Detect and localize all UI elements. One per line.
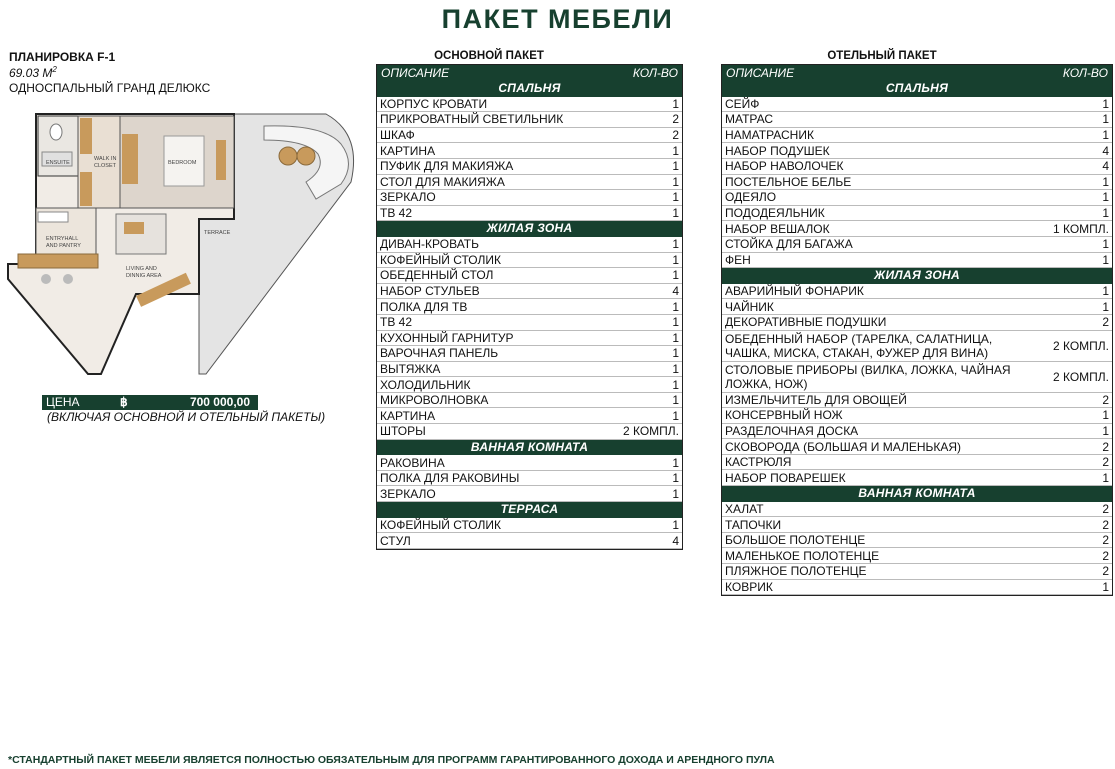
item-quantity: 2 — [1102, 392, 1109, 407]
item-name: ОДЕЯЛО — [725, 190, 777, 205]
item-name: ОБЕДЕННЫЙ НАБОР (ТАРЕЛКА, САЛАТНИЦА, ЧАШКА, МИСКА, СТАКАН, ФУЖЕР ДЛЯ ВИНА) — [725, 331, 993, 360]
item-quantity: 1 — [672, 206, 679, 221]
table-row — [722, 533, 1112, 549]
item-quantity: 2 — [672, 112, 679, 127]
item-quantity: 1 — [672, 143, 679, 158]
page-title: ПАКЕТ МЕБЕЛИ — [441, 4, 674, 34]
section-header: ТЕРРАСА — [377, 502, 682, 518]
item-name: ПОДОДЕЯЛЬНИК — [725, 206, 825, 221]
section-header: СПАЛЬНЯ — [722, 81, 1112, 97]
item-quantity: 1 — [672, 252, 679, 267]
item-name: РАКОВИНА — [380, 455, 445, 470]
item-quantity: 2 КОМПЛ. — [622, 424, 679, 439]
item-quantity: 1 — [1102, 237, 1109, 252]
item-quantity: 2 — [1102, 533, 1109, 548]
item-name: МАТРАС — [725, 112, 773, 127]
item-quantity: 1 — [672, 190, 679, 205]
item-quantity: 1 — [672, 346, 679, 361]
item-quantity: 2 КОМПЛ. — [1052, 338, 1109, 353]
item-name: СКОВОРОДА (БОЛЬШАЯ И МАЛЕНЬКАЯ) — [725, 439, 962, 454]
item-quantity: 2 — [1102, 517, 1109, 532]
item-quantity: 2 — [1102, 315, 1109, 330]
item-quantity: 1 — [1102, 128, 1109, 143]
item-quantity: 1 — [672, 471, 679, 486]
item-name: ДЕКОРАТИВНЫЕ ПОДУШКИ — [725, 315, 887, 330]
item-quantity: 1 — [672, 486, 679, 501]
table-row — [377, 331, 682, 347]
item-quantity: 1 — [672, 455, 679, 470]
item-quantity: 1 — [672, 330, 679, 345]
section-header: СПАЛЬНЯ — [377, 81, 682, 97]
table-row — [722, 424, 1112, 440]
item-name: НАБОР ПОВАРЕШЕК — [725, 470, 846, 485]
item-name: НАБОР ВЕШАЛОК — [725, 221, 830, 236]
table-header — [722, 65, 1112, 81]
item-name: БОЛЬШОЕ ПОЛОТЕНЦЕ — [725, 533, 866, 548]
table-row — [722, 517, 1112, 533]
item-name: ТАПОЧКИ — [725, 517, 782, 532]
table-row — [722, 159, 1112, 175]
table-row — [377, 112, 682, 128]
item-name: ТВ 42 — [380, 206, 413, 221]
table-row — [722, 253, 1112, 269]
item-name: КАРТИНА — [380, 408, 436, 423]
item-quantity: 1 — [1102, 190, 1109, 205]
item-quantity: 2 — [1102, 564, 1109, 579]
item-quantity: 1 — [672, 159, 679, 174]
item-name: ПЛЯЖНОЕ ПОЛОТЕНЦЕ — [725, 564, 867, 579]
table-row — [377, 362, 682, 378]
table-row — [722, 206, 1112, 222]
table-row — [722, 175, 1112, 191]
item-quantity: 1 — [1102, 284, 1109, 299]
label-terrace: TERRACE — [204, 230, 231, 236]
table-row — [722, 237, 1112, 253]
table-row — [722, 548, 1112, 564]
table-row — [377, 408, 682, 424]
item-name: КОФЕЙНЫЙ СТОЛИК — [380, 252, 501, 267]
section-header: ЖИЛАЯ ЗОНА — [377, 221, 682, 237]
table-row — [377, 315, 682, 331]
item-name: КУХОННЫЙ ГАРНИТУР — [380, 330, 514, 345]
item-name: РАЗДЕЛОЧНАЯ ДОСКА — [725, 423, 859, 438]
table-row — [377, 284, 682, 300]
plan-area: 69.03 $М^2$ — [9, 65, 57, 80]
item-quantity: 1 — [672, 377, 679, 392]
item-name: ЗЕРКАЛО — [380, 190, 436, 205]
item-quantity: 1 — [672, 361, 679, 376]
table-row — [722, 190, 1112, 206]
currency-symbol: ฿ — [120, 395, 128, 409]
item-name: ЧАЙНИК — [725, 299, 774, 314]
table-row — [722, 362, 1112, 393]
label-living1: LIVING AND — [126, 266, 157, 272]
table-row — [377, 393, 682, 409]
item-name: СЕЙФ — [725, 96, 760, 111]
item-name: КАРТИНА — [380, 143, 436, 158]
label-entry1: ENTRYHALL — [46, 236, 79, 242]
table-row — [377, 486, 682, 502]
col-quantity: КОЛ-ВО — [1062, 66, 1108, 80]
table-row — [377, 268, 682, 284]
table-row — [722, 221, 1112, 237]
item-quantity: 1 — [1102, 206, 1109, 221]
item-quantity: 1 — [1102, 174, 1109, 189]
item-quantity: 1 — [672, 237, 679, 252]
section-header: ВАННАЯ КОМНАТА — [377, 440, 682, 456]
item-name: ДИВАН-КРОВАТЬ — [380, 237, 479, 252]
item-name: НАБОР ПОДУШЕК — [725, 143, 830, 158]
label-bedroom: BEDROOM — [168, 160, 197, 166]
item-quantity: 1 — [672, 174, 679, 189]
price-note: (ВКЛЮЧАЯ ОСНОВНОЙ И ОТЕЛЬНЫЙ ПАКЕТЫ) — [47, 410, 326, 424]
item-name: КОВРИК — [725, 579, 773, 594]
table-row — [722, 408, 1112, 424]
table-row — [722, 143, 1112, 159]
table-row — [722, 331, 1112, 362]
item-name: СТОЛОВЫЕ ПРИБОРЫ (ВИЛКА, ЛОЖКА, ЧАЙНАЯ ЛОЖКА, НОЖ) — [725, 362, 1011, 391]
item-name: ЗЕРКАЛО — [380, 486, 436, 501]
item-quantity: 2 — [1102, 439, 1109, 454]
item-quantity: 1 — [672, 517, 679, 532]
item-quantity: 1 — [1102, 112, 1109, 127]
item-quantity: 2 — [1102, 455, 1109, 470]
basic-package-table — [376, 64, 683, 550]
item-quantity: 2 — [1102, 501, 1109, 516]
item-name: ОБЕДЕННЫЙ СТОЛ — [380, 268, 494, 283]
item-quantity: 1 — [1102, 252, 1109, 267]
hotel-package-table — [721, 64, 1113, 596]
plan-name: ПЛАНИРОВКА F-1 — [9, 50, 116, 64]
item-quantity: 1 — [672, 96, 679, 111]
table-row — [377, 455, 682, 471]
price-value: 700 000,00 — [189, 395, 250, 409]
label-walkin: WALK IN — [94, 156, 117, 162]
item-quantity: 4 — [672, 284, 679, 299]
item-name: ТВ 42 — [380, 315, 413, 330]
item-quantity: 1 — [672, 268, 679, 283]
table-row — [377, 533, 682, 549]
col-quantity: КОЛ-ВО — [632, 66, 678, 80]
item-name: МИКРОВОЛНОВКА — [380, 393, 489, 408]
table-row — [377, 346, 682, 362]
item-name: ВАРОЧНАЯ ПАНЕЛЬ — [380, 346, 499, 361]
item-name: КОРПУС КРОВАТИ — [380, 96, 488, 111]
table-row — [377, 159, 682, 175]
item-name: ФЕН — [725, 252, 751, 267]
table-row — [722, 128, 1112, 144]
label-closet: CLOSET — [94, 163, 117, 169]
table-row — [377, 237, 682, 253]
item-quantity: 1 — [672, 315, 679, 330]
table-row — [722, 284, 1112, 300]
item-name: ПУФИК ДЛЯ МАКИЯЖА — [380, 159, 514, 174]
table-row — [722, 455, 1112, 471]
table-row — [722, 564, 1112, 580]
item-quantity: 1 — [1102, 299, 1109, 314]
item-name: ВЫТЯЖКА — [380, 361, 441, 376]
item-quantity: 4 — [672, 533, 679, 548]
item-name: ПОСТЕЛЬНОЕ БЕЛЬЕ — [725, 174, 852, 189]
table-row — [377, 206, 682, 222]
item-name: НАМАТРАСНИК — [725, 128, 814, 143]
table-row — [722, 470, 1112, 486]
plan-type: ОДНОСПАЛЬНЫЙ ГРАНД ДЕЛЮКС — [9, 81, 211, 95]
table-row — [722, 580, 1112, 596]
table-row — [377, 518, 682, 534]
item-quantity: 1 КОМПЛ. — [1052, 221, 1109, 236]
table-row — [722, 393, 1112, 409]
section-header: ЖИЛАЯ ЗОНА — [722, 268, 1112, 284]
table-row — [377, 175, 682, 191]
table-row — [377, 471, 682, 487]
item-name: ХОЛОДИЛЬНИК — [380, 377, 471, 392]
item-name: КОФЕЙНЫЙ СТОЛИК — [380, 517, 501, 532]
item-quantity: 1 — [672, 408, 679, 423]
table-row — [377, 424, 682, 440]
item-quantity: 1 — [1102, 96, 1109, 111]
item-name: ШТОРЫ — [380, 424, 426, 439]
label-ensuite: ENSUITE — [46, 160, 70, 166]
item-name: ПРИКРОВАТНЫЙ СВЕТИЛЬНИК — [380, 112, 564, 127]
label-living2: DINNIG AREA — [126, 273, 162, 279]
floor-plan-image — [6, 104, 362, 378]
item-name: НАБОР НАВОЛОЧЕК — [725, 159, 844, 174]
item-name: АВАРИЙНЫЙ ФОНАРИК — [725, 284, 864, 299]
item-quantity: 4 — [1102, 159, 1109, 174]
table-row — [722, 439, 1112, 455]
item-name: ПОЛКА ДЛЯ ТВ — [380, 299, 468, 314]
table-row — [722, 315, 1112, 331]
item-quantity: 1 — [672, 393, 679, 408]
table-row — [377, 299, 682, 315]
table-row — [377, 143, 682, 159]
table-row — [722, 112, 1112, 128]
item-name: СТОЛ ДЛЯ МАКИЯЖА — [380, 174, 505, 189]
col-description: ОПИСАНИЕ — [726, 66, 795, 80]
item-name: ШКАФ — [380, 128, 415, 143]
price-label: ЦЕНА — [46, 395, 80, 409]
table-row — [377, 128, 682, 144]
table-row — [377, 97, 682, 113]
basic-package-title: ОСНОВНОЙ ПАКЕТ — [434, 50, 544, 62]
item-name: КОНСЕРВНЫЙ НОЖ — [725, 408, 843, 423]
item-name: ПОЛКА ДЛЯ РАКОВИНЫ — [380, 471, 520, 486]
table-row — [377, 377, 682, 393]
table-row — [722, 502, 1112, 518]
item-name: НАБОР СТУЛЬЕВ — [380, 284, 480, 299]
item-name: СТУЛ — [380, 533, 411, 548]
price-bar — [42, 395, 258, 410]
item-quantity: 1 — [1102, 423, 1109, 438]
table-header — [377, 65, 682, 81]
item-quantity: 1 — [1102, 579, 1109, 594]
item-name: ИЗМЕЛЬЧИТЕЛЬ ДЛЯ ОВОЩЕЙ — [725, 392, 907, 407]
item-quantity: 2 — [1102, 548, 1109, 563]
item-name: МАЛЕНЬКОЕ ПОЛОТЕНЦЕ — [725, 548, 880, 563]
item-quantity: 1 — [672, 299, 679, 314]
section-header: ВАННАЯ КОМНАТА — [722, 486, 1112, 502]
col-description: ОПИСАНИЕ — [381, 66, 450, 80]
item-quantity: 2 — [672, 128, 679, 143]
item-quantity: 4 — [1102, 143, 1109, 158]
hotel-package-title: ОТЕЛЬНЫЙ ПАКЕТ — [827, 50, 937, 62]
table-row — [377, 253, 682, 269]
footnote: *СТАНДАРТНЫЙ ПАКЕТ МЕБЕЛИ ЯВЛЯЕТСЯ ПОЛНОСТЬЮ ОБЯЗАТЕЛЬНЫМ ДЛЯ ПРОГРАММ ГАРАНТИРОВАННОГО ДОХОДА И АРЕНДНОГО ПУЛА — [8, 754, 775, 766]
item-quantity: 1 — [1102, 408, 1109, 423]
item-name: СТОЙКА ДЛЯ БАГАЖА — [725, 237, 853, 252]
label-entry2: AND PANTRY — [46, 243, 81, 249]
table-row — [722, 299, 1112, 315]
item-quantity: 1 — [1102, 470, 1109, 485]
item-name: КАСТРЮЛЯ — [725, 455, 792, 470]
table-row — [377, 190, 682, 206]
table-row — [722, 97, 1112, 113]
item-name: ХАЛАТ — [725, 501, 764, 516]
item-quantity: 2 КОМПЛ. — [1052, 369, 1109, 384]
